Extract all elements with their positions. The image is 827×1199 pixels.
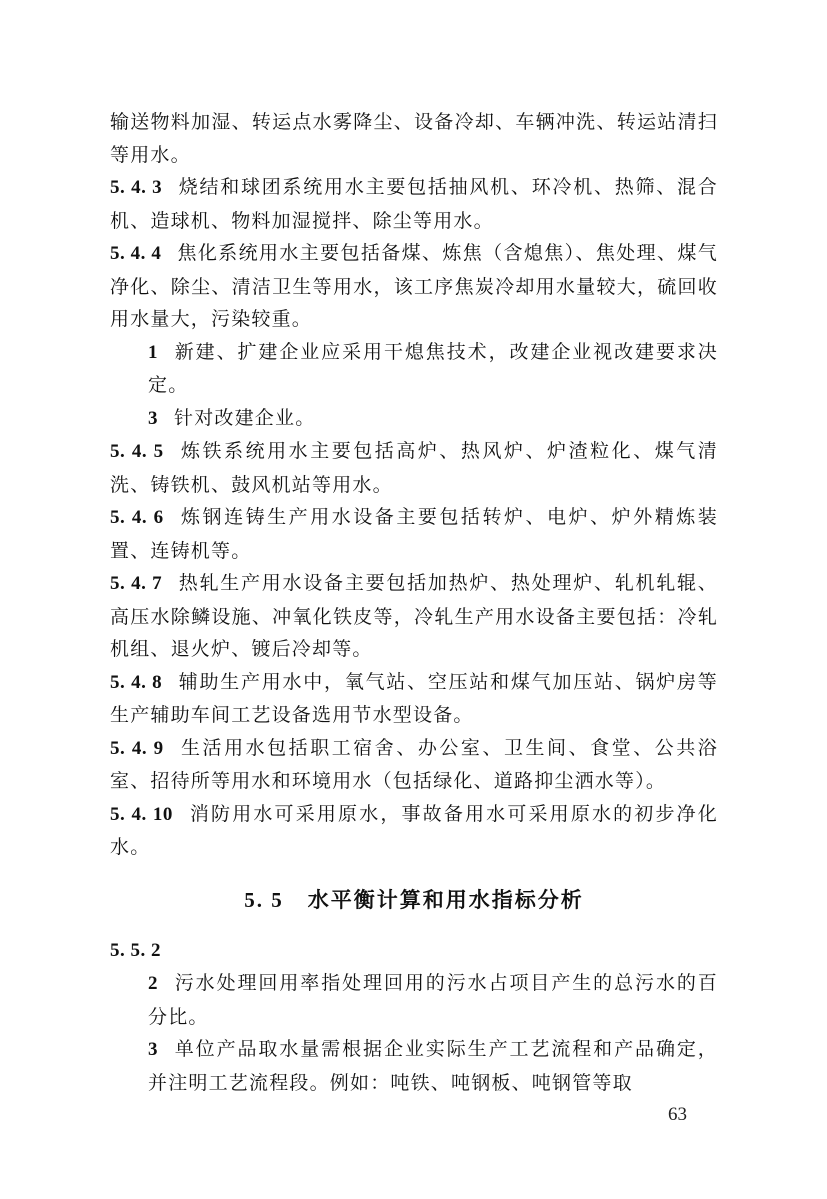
paragraph-text: 辅助生产用水中，氧气站、空压站和煤气加压站、锅炉房等生产辅助车间工艺设备选用节水型设备。	[110, 670, 719, 726]
paragraph-text: 新建、扩建企业应采用干熄焦技术，改建企业视改建要求决定。	[148, 340, 718, 396]
paragraph-text: 污水处理回用率指处理回用的污水占项目产生的总污水的百分比。	[148, 972, 718, 1028]
paragraph-text: 单位产品取水量需根据企业实际生产工艺流程和产品确定，并注明工艺流程段。例如：吨铁、吨钢板、吨钢管等取	[148, 1038, 718, 1094]
clause-number: 5. 4. 4	[110, 243, 162, 264]
clause-number: 5. 4. 5	[110, 441, 164, 462]
paragraph-text: 消防用水可采用原水，事故备用水可采用原水的初步净化水。	[110, 802, 718, 858]
clause-number: 3	[148, 407, 158, 429]
clause-number: 5. 4. 9	[110, 737, 164, 759]
section-number: 5. 5	[244, 887, 284, 912]
section-heading	[110, 884, 718, 916]
paragraph-text: 焦化系统用水主要包括备煤、炼焦（含熄焦）、焦处理、煤气净化、除尘、清洁卫生等用水，该工序焦炭冷却用水量较大，硫回收用水量大，污染较重。	[110, 242, 719, 330]
paragraph	[110, 435, 718, 501]
paragraph	[110, 666, 718, 732]
paragraph	[110, 567, 718, 666]
clause-number: 5. 4. 8	[110, 671, 163, 693]
paragraph-text: 烧结和球团系统用水主要包括抽风机、环冷机、热筛、混合机、造球机、物料加湿搅拌、除尘等用水。	[110, 176, 719, 232]
paragraph	[110, 798, 718, 864]
clause-number: 2	[148, 973, 158, 994]
paragraph-text: 炼铁系统用水主要包括高炉、热风炉、炉渣粒化、煤气清洗、铸铁机、鼓风机站等用水。	[110, 440, 718, 496]
paragraph	[110, 501, 718, 567]
page-number: 63	[668, 1104, 687, 1125]
clause-number: 5. 4. 10	[110, 803, 173, 825]
paragraph	[110, 171, 718, 237]
clause-number: 5. 4. 7	[110, 573, 163, 594]
clause-number: 3	[148, 1039, 158, 1060]
paragraph	[110, 732, 718, 798]
paragraph-text: 输送物料加湿、转运点水雾降尘、设备冷却、车辆冲洗、转运站清扫等用水。	[110, 111, 718, 166]
clause-number: 5. 4. 6	[110, 507, 164, 528]
section-title: 水平衡计算和用水指标分析	[307, 887, 584, 912]
paragraph-text: 热轧生产用水设备主要包括加热炉、热处理炉、轧机轧辊、高压水除鳞设施、冲氧化铁皮等，冷轧生产用水设备主要包括：冷轧机组、退火炉、镀后冷却等。	[110, 572, 719, 660]
section-5-4-paragraphs	[110, 106, 718, 864]
paragraph	[110, 934, 718, 968]
paragraph	[110, 106, 718, 171]
paragraph	[110, 402, 718, 436]
paragraph-text: 针对改建企业。	[174, 406, 316, 429]
page-content	[110, 106, 718, 1099]
clause-number: 5. 4. 3	[110, 177, 163, 198]
clause-number: 1	[148, 341, 158, 363]
paragraph	[110, 336, 718, 402]
paragraph	[110, 1033, 718, 1099]
clause-number: 5. 5. 2	[110, 939, 161, 961]
paragraph-text: 生活用水包括职工宿舍、办公室、卫生间、食堂、公共浴室、招待所等用水和环境用水（包括绿化、道路抑尘洒水等）。	[110, 736, 718, 792]
paragraph-text: 炼钢连铸生产用水设备主要包括转炉、电炉、炉外精炼装置、连铸机等。	[110, 506, 718, 562]
paragraph	[110, 237, 718, 336]
section-5-5-paragraphs	[110, 934, 718, 1100]
paragraph	[110, 967, 718, 1033]
